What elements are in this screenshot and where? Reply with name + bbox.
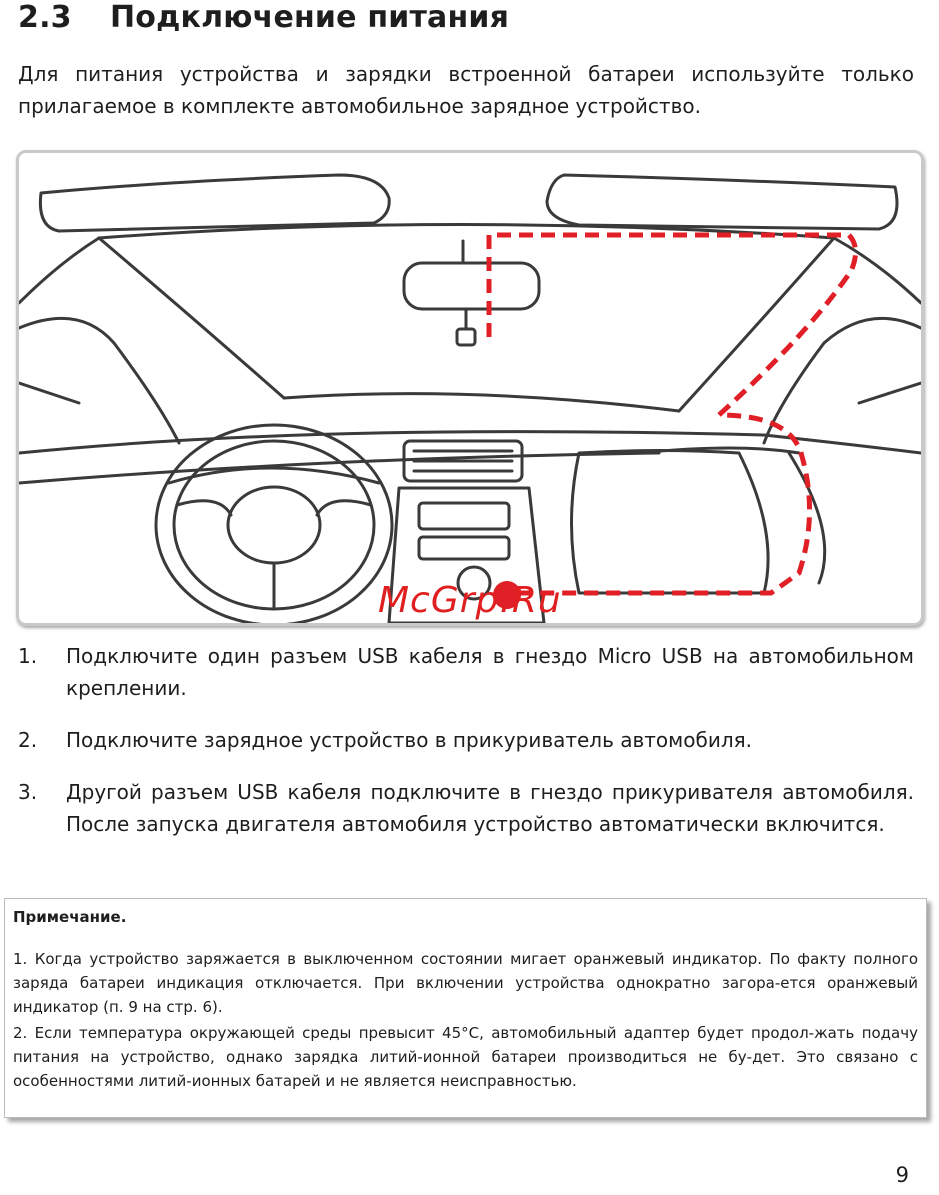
dashcam-mount xyxy=(457,329,475,345)
note-title: Примечание. xyxy=(13,908,127,926)
step-item xyxy=(18,776,914,840)
section-number: 2.3 xyxy=(18,0,72,35)
intro-paragraph: Для питания устройства и зарядки встроенной батареи используйте только прилагаемое в комплекте автомобильное зарядное устройство. xyxy=(18,62,914,118)
note-item: 2. Если температура окружающей среды превысит 45°С, автомобильный адаптер будет продол-жать подачу питания на устройство, однако зарядка литий-ионной батареи производиться не бу-дет. Это связано с особенностями литий-ионных батарей и не является неисправностью. xyxy=(13,1024,918,1090)
right-sun-visor xyxy=(547,175,897,229)
step-item xyxy=(18,640,914,704)
car-interior-drawing xyxy=(19,153,921,623)
section-heading xyxy=(18,0,509,35)
step-text: Подключите зарядное устройство в прикуриватель автомобиля. xyxy=(66,728,752,752)
step-number: 2. xyxy=(18,728,38,752)
cable-route xyxy=(489,235,856,593)
steps-list xyxy=(18,640,914,840)
section-title: Подключение питания xyxy=(110,0,510,35)
glove-box xyxy=(572,451,769,594)
rear-view-mirror xyxy=(404,263,539,309)
left-sun-visor xyxy=(40,175,389,231)
step-item xyxy=(18,724,914,756)
step-text: Подключите один разъем USB кабеля в гнездо Micro USB на автомобильном креплении. xyxy=(66,644,914,700)
note-item: 1. Когда устройство заряжается в выключенном состоянии мигает оранжевый индикатор. По факту полного заряда батареи индикация отключается. При включении устройства однократно загора-ется оранжевый индикатор (п. 9 на стр. 6). xyxy=(13,950,918,1016)
step-number: 3. xyxy=(18,780,38,804)
step-text: Другой разъем USB кабеля подключите в гнездо прикуривателя автомобиля. После запуска двигателя автомобиля устройство автоматически включится. xyxy=(66,780,914,836)
car-interior-illustration xyxy=(16,150,924,626)
watermark: McGrp.Ru xyxy=(378,580,562,621)
step-number: 1. xyxy=(18,644,38,668)
page-number: 9 xyxy=(895,1163,909,1187)
note-box xyxy=(4,898,927,1118)
